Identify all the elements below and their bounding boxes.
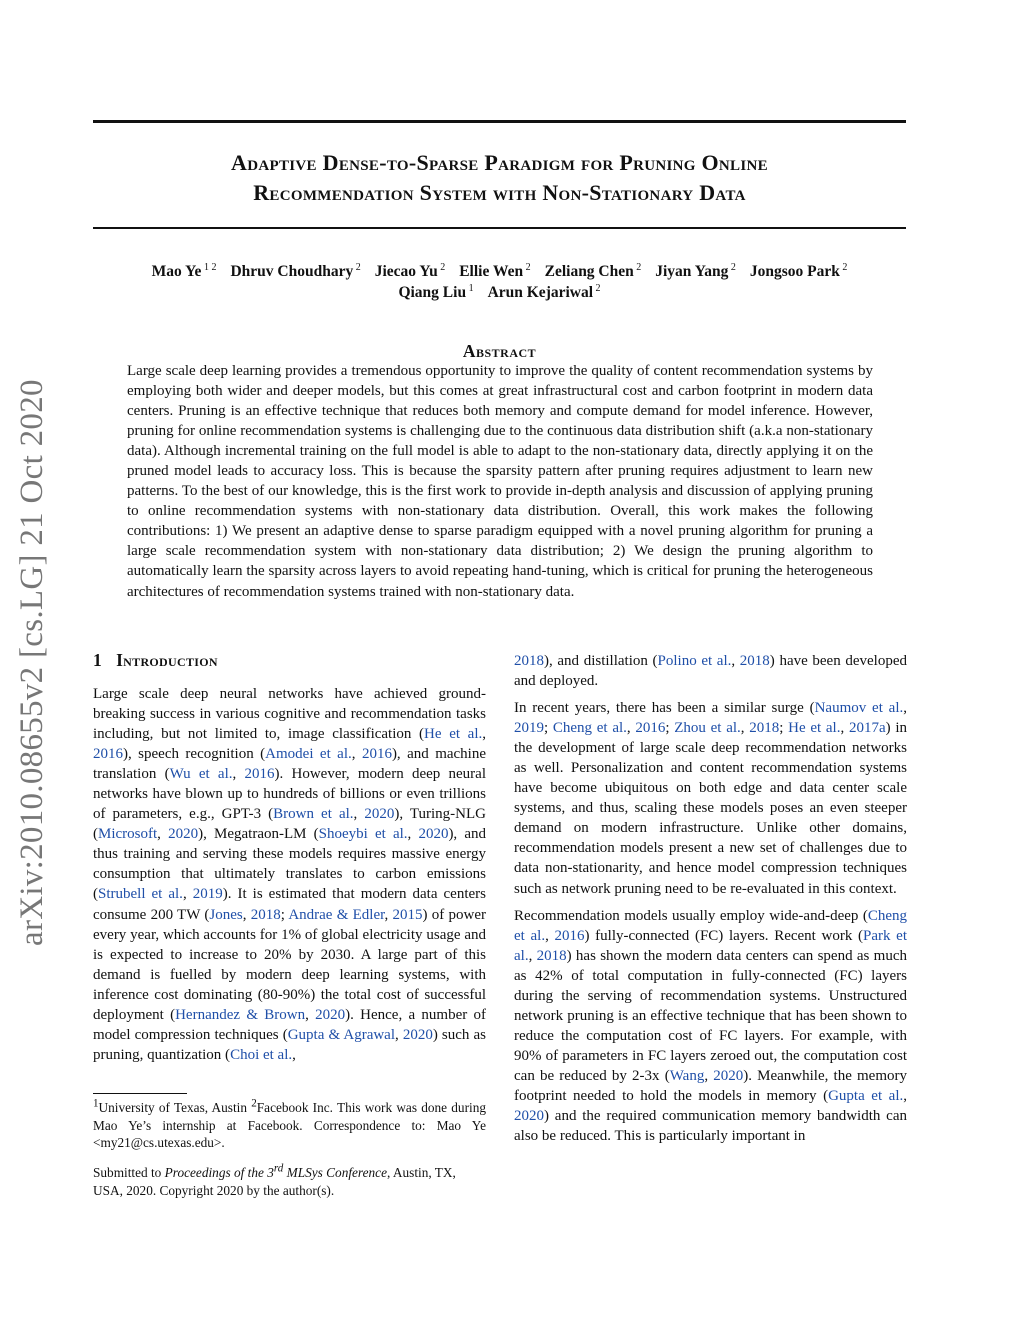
author-affiliation-mark: 2 (728, 261, 736, 273)
citation-link[interactable]: 2016 (554, 927, 585, 944)
author-affiliation-mark: 1 2 (201, 261, 217, 273)
author-name (375, 263, 446, 280)
section-number: 1 (93, 650, 103, 670)
right-column (514, 651, 907, 1153)
author-name-text: Qiang Liu (398, 284, 467, 301)
author-list-line-1 (93, 263, 906, 281)
author-name (488, 284, 601, 301)
citation-link[interactable]: He et al. (424, 726, 483, 743)
citation-link[interactable]: 2016 (635, 720, 666, 737)
author-affiliation-mark: 2 (633, 261, 642, 273)
citation-link[interactable]: Naumov et al. (814, 700, 904, 717)
author-name (750, 263, 848, 280)
citation-link[interactable]: 2020 (168, 826, 199, 843)
citation-link[interactable]: Strubell et al. (98, 886, 183, 903)
citation-link[interactable]: 2018 (749, 720, 780, 737)
citation-link[interactable]: Andrae & Edler (288, 906, 385, 923)
author-name-text: Mao Ye (151, 263, 202, 280)
venue-ordinal: rd (273, 1162, 284, 1175)
author-name-text: Arun Kejariwal (487, 284, 594, 301)
citation-link[interactable]: He et al. (788, 720, 841, 737)
submission-note (93, 1164, 486, 1199)
author-affiliation-mark: 1 (466, 282, 474, 294)
author-name (545, 263, 642, 280)
author-name (152, 263, 217, 280)
citation-link[interactable]: 2018 (536, 947, 567, 964)
left-column (93, 684, 486, 1072)
footnote-mark-1: 1 (93, 1097, 99, 1110)
submission-prefix: Submitted to (93, 1165, 165, 1180)
author-name-text: Jongsoo Park (749, 263, 840, 280)
author-affiliation-mark: 2 (353, 261, 361, 273)
citation-link[interactable]: Wang (669, 1067, 705, 1084)
citation-link[interactable]: Hernandez & Brown (175, 1006, 306, 1023)
citation-link[interactable]: 2018 (250, 906, 281, 923)
venue-text-before: Proceedings of the (164, 1165, 268, 1180)
title-rule-bottom (93, 227, 906, 229)
citation-link[interactable]: 2015 (392, 906, 423, 923)
intro-paragraph-4: Recommendation models usually employ wide-and-deep (Cheng et al., 2016) fully-connected (FC) layers. Recent work (Park et al., 2018) has shown the modern data centers can spend as much as 42% of total computation in fully-connected (FC) layers during the serving of recommendation systems. Unstructured network pruning is an effective technique that has been shown to reduce the computation cost of FC layers. For example, with 90% of parameters in FC layers zeroed out, the computation cost can be reduced by 2-3x (Wang, 2020). Meanwhile, the memory footprint needed to hold the models in memory (Gupta et al., 2020) and the required communication memory bandwidth can also be reduced. This is particularly important in (514, 907, 908, 1145)
citation-link[interactable]: 2020 (402, 1026, 433, 1043)
citation-link[interactable]: 2018 (739, 653, 770, 669)
paper-title-line-2: Recommendation System with Non-Stationary Data (253, 180, 746, 205)
author-name (655, 263, 736, 280)
citation-link[interactable]: Zhou et al. (674, 720, 741, 737)
author-name-text: Dhruv Choudhary (230, 263, 354, 280)
author-affiliation-mark: 2 (437, 261, 446, 273)
author-affiliation-mark: 2 (523, 261, 531, 273)
citation-link[interactable]: Cheng et al. (514, 907, 907, 944)
citation-link[interactable]: Choi et al. (230, 1046, 293, 1063)
intro-paragraph-2: 2018), and distillation (Polino et al., 2018) have been developed and deployed. (514, 653, 908, 690)
footnote-mark-2: 2 (251, 1097, 257, 1110)
footnote-affiliation-1: University of Texas, Austin (98, 1100, 252, 1115)
abstract-heading: Abstract (462, 341, 537, 361)
citation-link[interactable]: Amodei et al. (265, 746, 352, 763)
submission-venue (164, 1162, 387, 1180)
author-name-text: Jiecao Yu (374, 263, 438, 280)
citation-link[interactable]: Polino et al. (657, 653, 732, 669)
author-affiliation-mark: 2 (593, 282, 601, 294)
citation-link[interactable]: Jones (209, 906, 243, 923)
author-name (398, 284, 473, 301)
footnote-affiliation-2: Facebook Inc. This work was done during Mao Ye’s internship at Facebook. Correspondence to: Mao Ye <my21@cs.utexas.edu>. (93, 1100, 486, 1150)
citation-link[interactable]: 2016 (361, 746, 392, 763)
section-title: Introduction (116, 650, 218, 670)
citation-link[interactable]: 2019 (192, 886, 223, 903)
citation-link[interactable]: Microsoft (98, 826, 158, 843)
citation-link[interactable]: 2020 (713, 1067, 744, 1084)
author-affiliation-mark: 2 (839, 261, 848, 273)
author-name-text: Ellie Wen (459, 263, 524, 280)
venue-number: 3 (267, 1165, 274, 1180)
submission-suffix: , Austin, TX, USA, 2020. Copyright 2020 by the author(s). (93, 1165, 456, 1198)
citation-link[interactable]: 2016 (244, 766, 275, 783)
section-heading-introduction (93, 650, 218, 671)
citation-link[interactable]: 2020 (418, 826, 449, 843)
citation-link[interactable]: 2018 (514, 653, 544, 669)
citation-link[interactable]: Shoeybi et al. (318, 826, 408, 843)
footnote-rule (93, 1093, 187, 1094)
citation-link[interactable]: Park et al. (514, 927, 908, 964)
citation-link[interactable]: Gupta et al. (828, 1087, 904, 1104)
affiliation-footnote (93, 1099, 486, 1152)
arxiv-identifier-stamp: arXiv:2010.08655v2 [cs.LG] 21 Oct 2020 (14, 379, 50, 946)
venue-text-after: MLSys Conference (283, 1165, 387, 1180)
citation-link[interactable]: 2019 (514, 720, 544, 737)
intro-paragraph-1: Large scale deep neural networks have achieved ground-breaking success in various cognitive and recommendation tasks including, but not limited to, image classification (He et al., 2016), speech recognition (Amodei et al., 2016), and machine translation (Wu et al., 2016). However, modern deep neural networks have blown up to hundreds of billions or even trillions of parameters, e.g., GPT-3 (Brown et al., 2020), Turing-NLG (Microsoft, 2020), Megatraon-LM (Shoeybi et al., 2020), and thus training and serving these models requires massive energy consumption that ultimately translates to carbon emissions (Strubell et al., 2019). It is estimated that modern data centers consume 200 TW (Jones, 2018; Andrae & Edler, 2015) of power every year, which accounts for 1% of global electricity usage and is expected to increase to 20% by 2030. A large part of this demand is fuelled by modern deep learning systems, with inference cost dominating (80-90%) the total cost of successful deployment (Hernandez & Brown, 2020). Hence, a number of model compression techniques (Gupta & Agrawal, 2020) such as pruning, quantization (Choi et al., (93, 686, 487, 1063)
title-rule-top (93, 120, 906, 123)
paper-title-line-1: Adaptive Dense-to-Sparse Paradigm for Pruning Online (231, 150, 768, 175)
citation-link[interactable]: 2020 (315, 1006, 346, 1023)
citation-link[interactable]: Gupta & Agrawal (287, 1026, 396, 1043)
abstract-body: Large scale deep learning provides a tremendous opportunity to improve the quality of content recommendation systems by employing both wider and deeper models, but this comes at great infrastructural cost and carbon footprint in modern data centers. Pruning is an effective technique that reduces both memory and compute demand for model inference. However, pruning for online recommendation systems is challenging due to the continuous data distribution shift (a.k.a non-stationary data). Although incremental training on the full model is able to adapt to the non-stationary data, directly applying it on the pruned model leads to accuracy loss. This is because the sparsity pattern after pruning requires adjustment to learn new patterns. To the best of our knowledge, this is the first work to provide in-depth analysis and discussion of applying pruning to online recommendation systems with non-stationary data distribution. Overall, this work makes the following contributions: 1) We present an adaptive dense to sparse paradigm equipped with a novel pruning algorithm for pruning a large scale recommendation system with non-stationary data distribution; 2) We design the pruning algorithm to automatically learn the sparsity across layers to avoid repeating hand-tuning, which is critical for pruning the heterogeneous architectures of recommendation systems trained with non-stationary data. (127, 363, 873, 600)
citation-link[interactable]: 2020 (364, 806, 395, 823)
intro-paragraph-3: In recent years, there has been a similar surge (Naumov et al., 2019; Cheng et al., 2016; Zhou et al., 2018; He et al., 2017a) in the development of large scale deep recommendation networks as well. Personalization and content recommendation systems have become ubiquitous on both edge and data center scale systems, and thus, scaling these models poses an even steeper demand on modern infrastructure. Unlike other domains, recommendation models present a new set of challenges due to data non-stationarity, and hence model compression techniques such as network pruning need to be re-evaluated in this context. (514, 700, 907, 897)
citation-link[interactable]: 2016 (93, 746, 123, 763)
citation-link[interactable]: Brown et al. (273, 806, 354, 823)
author-name (230, 263, 360, 280)
citation-link[interactable]: 2020 (514, 1108, 544, 1125)
author-name-text: Zeliang Chen (544, 263, 634, 280)
citation-link[interactable]: 2017a (848, 720, 886, 737)
citation-link[interactable]: Wu et al. (169, 766, 233, 783)
author-name-text: Jiyan Yang (655, 263, 729, 280)
author-list-line-2 (93, 284, 906, 302)
citation-link[interactable]: Cheng et al. (552, 720, 627, 737)
author-name (459, 263, 530, 280)
